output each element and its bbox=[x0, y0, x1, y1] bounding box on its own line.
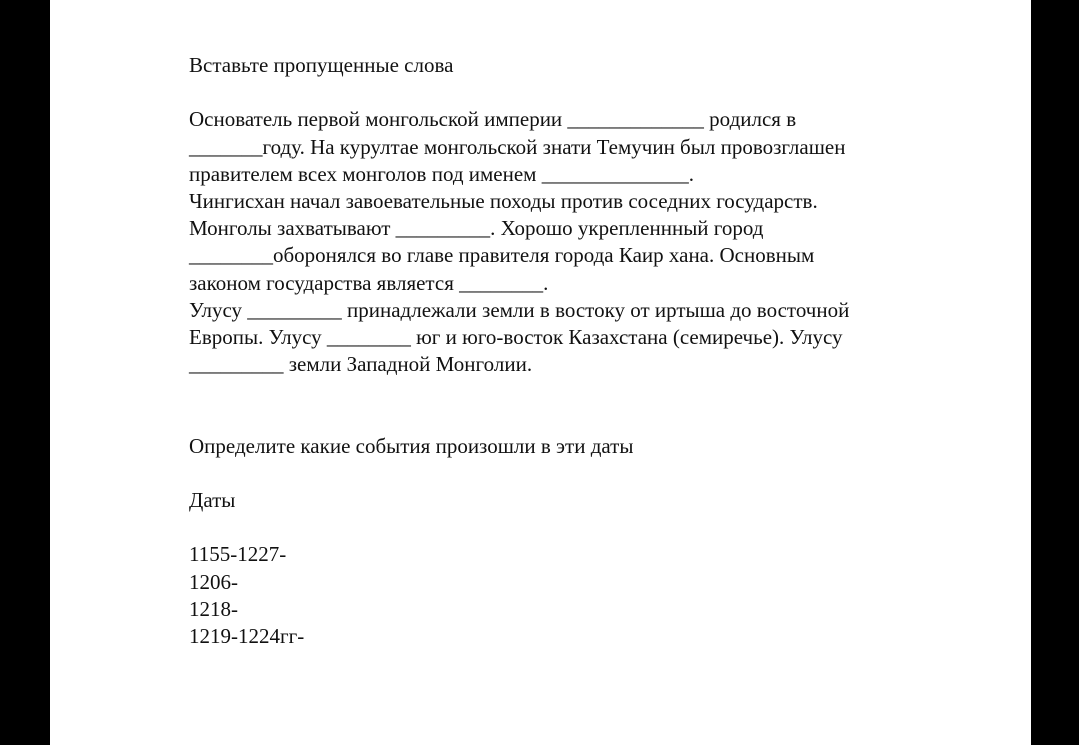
text-line: законом государства является ________. bbox=[189, 270, 549, 295]
date-item: 1219-1224гг- bbox=[189, 623, 305, 648]
date-item: 1206- bbox=[189, 569, 238, 594]
dates-label: Даты bbox=[189, 488, 236, 513]
text-line: Основатель первой монгольской империи _____________ родился в bbox=[189, 107, 797, 132]
text-line: _________ земли Западной Монголии. bbox=[189, 352, 533, 377]
text-line: Чингисхан начал завоевательные походы против соседних государств. bbox=[189, 188, 818, 213]
text-line: Монголы захватывают _________. Хорошо укрепленнный город bbox=[189, 216, 764, 241]
document-page bbox=[50, 0, 1031, 745]
section-heading-fill-in: Вставьте пропущенные слова bbox=[189, 53, 454, 77]
text-line: правителем всех монголов под именем ______________. bbox=[189, 161, 694, 186]
section-heading-dates: Определите какие события произошли в эти даты bbox=[189, 433, 634, 458]
date-item: 1155-1227- bbox=[189, 542, 287, 567]
text-line: Улусу _________ принадлежали земли в востоку от иртыша до восточной bbox=[189, 297, 850, 322]
text-line: _______году. На курултае монгольской знати Темучин был провозглашен bbox=[189, 134, 846, 159]
text-line: ________оборонялся во главе правителя города Каир хана. Основным bbox=[189, 243, 815, 268]
document-content bbox=[189, 52, 989, 650]
text-line: Европы. Улусу ________ юг и юго-восток Казахстана (семиречье). Улусу bbox=[189, 324, 843, 349]
date-item: 1218- bbox=[189, 596, 238, 621]
